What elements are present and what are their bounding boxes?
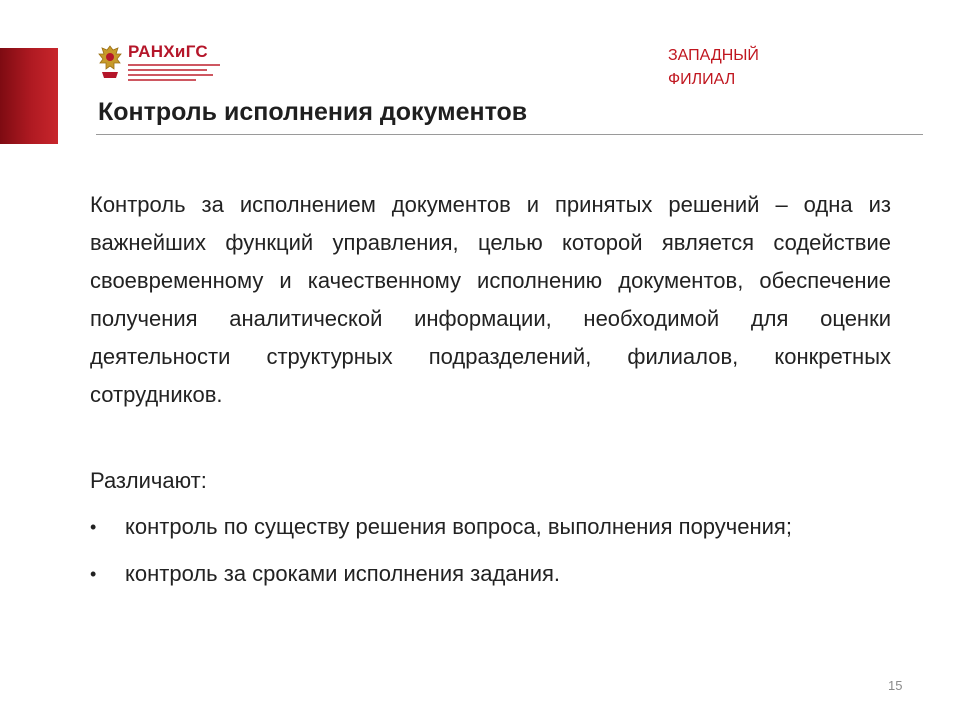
distinguish-label: Различают: <box>90 468 207 493</box>
bullet-text: контроль за сроками исполнения задания. <box>125 561 561 586</box>
bullet-icon: • <box>90 564 97 584</box>
branch-label <box>668 44 759 92</box>
eagle-emblem-icon <box>96 42 124 82</box>
red-accent-tab <box>0 48 58 144</box>
list-item <box>90 555 891 593</box>
main-paragraph: Контроль за исполнением документов и принятых решений – одна из важнейших функций управления, целью которой является содействие своевременному и качественному исполнению документов, обеспечение получения аналитической информации, необходимой для оценки деятельности структурных подразделений, филиалов, конкретных сотрудников. <box>90 192 891 407</box>
page-number: 15 <box>888 678 903 693</box>
bullet-icon: • <box>90 517 97 537</box>
branch-line-1: ЗАПАДНЫЙ <box>668 47 759 64</box>
ranepa-logo <box>96 42 226 88</box>
logo-subtitle-lines <box>128 64 220 84</box>
slide-title: Контроль исполнения документов <box>98 98 528 126</box>
logo-name: РАНХиГС <box>128 42 208 61</box>
title-divider <box>96 134 923 135</box>
list-item <box>90 508 891 546</box>
bullet-list <box>90 508 891 602</box>
bullet-text: контроль по существу решения вопроса, выполнения поручения; <box>125 514 792 539</box>
branch-line-2: ФИЛИАЛ <box>668 71 736 88</box>
